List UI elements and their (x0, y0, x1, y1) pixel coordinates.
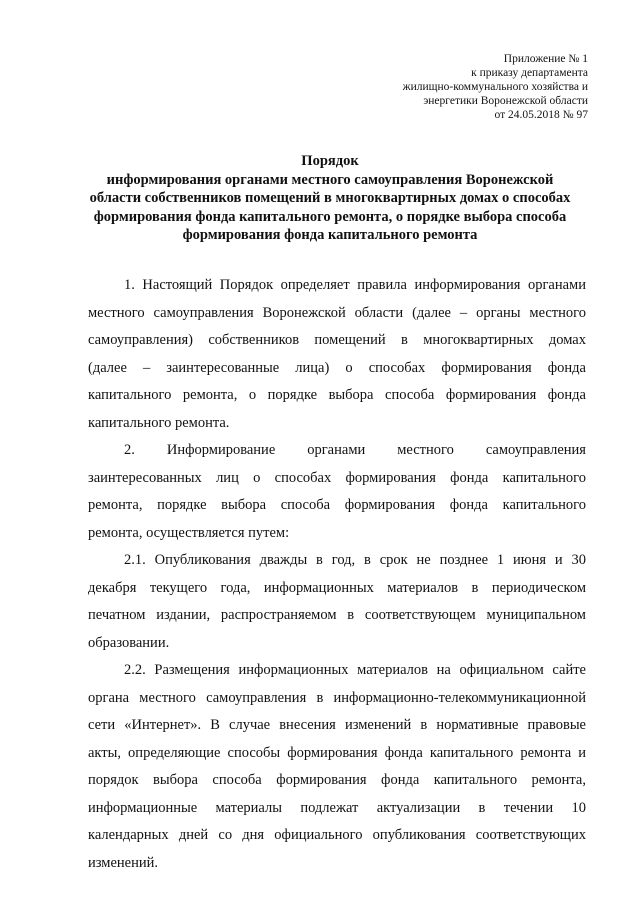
paragraph-2-1 (88, 547, 586, 657)
text-line: 1. Настоящий Порядок определяет правила информирования органами (124, 277, 586, 293)
text-line: изменений. (88, 854, 158, 871)
text-word: Информирование (166, 442, 276, 458)
paragraph-2 (88, 437, 586, 547)
text-line: 2.2. Размещения информационных материалов на официальном сайте (124, 662, 586, 678)
text-word: органами (307, 442, 366, 458)
paragraph-1 (88, 272, 586, 437)
appendix-header (403, 52, 588, 122)
text-line: образовании. (88, 634, 170, 651)
title-line: формирования фонда капитального ремонта, о порядке выбора способа (93, 208, 567, 225)
text-line: печатном издании, распространяемом в соответствующем муниципальном (88, 607, 586, 623)
text-line (88, 437, 586, 465)
text-line: информационные материалы подлежат актуализации в течении 10 (88, 799, 586, 816)
text-line: акты, определяющие способы формирования фонда капитального ремонта и (88, 744, 586, 761)
text-line: местного самоуправления Воронежской области (далее – органы местного (88, 304, 586, 321)
text-line: 2.1. Опубликования дважды в год, в срок не позднее 1 июня и 30 (124, 552, 586, 568)
text-line: капитального ремонта. (88, 414, 230, 431)
text-word: местного (397, 442, 454, 458)
text-line: декабря текущего года, информационных материалов в периодическом (88, 579, 586, 596)
text-line: ремонта, порядке выбора способа формирования фонда капитального (88, 497, 586, 513)
document-body (88, 272, 586, 877)
paragraph-2-2 (88, 657, 586, 877)
appendix-line: жилищно-коммунального хозяйства и (402, 81, 588, 93)
title-line: Порядок (301, 153, 359, 169)
appendix-line: Приложение № 1 (503, 53, 588, 65)
text-line: (далее – заинтересованные лица) о способах формирования фонда (88, 359, 586, 376)
text-word: самоуправления (485, 442, 586, 458)
title-line: информирования органами местного самоуправления Воронежской (106, 171, 554, 188)
text-line: капитального ремонта, о порядке выбора способа формирования фонда (88, 387, 586, 403)
text-line: сети «Интернет». В случае внесения изменений в нормативные правовые (88, 717, 586, 733)
appendix-line: энергетики Воронежской области (423, 95, 588, 107)
text-line: порядок выбора способа формирования фонда капитального ремонта, (88, 772, 586, 788)
title-line: формирования фонда капитального ремонта (182, 227, 478, 243)
appendix-line: к приказу департамента (471, 67, 588, 79)
text-word: 2. (124, 442, 135, 458)
text-line: ремонта, осуществляется путем: (88, 524, 290, 541)
text-line: календарных дней со дня официального опубликования соответствующих (88, 827, 586, 843)
text-line: заинтересованных лиц о способах формирования фонда капитального (88, 469, 586, 486)
text-line: органа местного самоуправления в информационно-телекоммуникационной (88, 689, 586, 706)
appendix-line: от 24.05.2018 № 97 (494, 109, 588, 121)
text-line: самоуправления) собственников помещений в многоквартирных домах (88, 332, 586, 348)
document-title (60, 152, 600, 245)
title-line: области собственников помещений в многоквартирных домах о способах (89, 190, 571, 206)
